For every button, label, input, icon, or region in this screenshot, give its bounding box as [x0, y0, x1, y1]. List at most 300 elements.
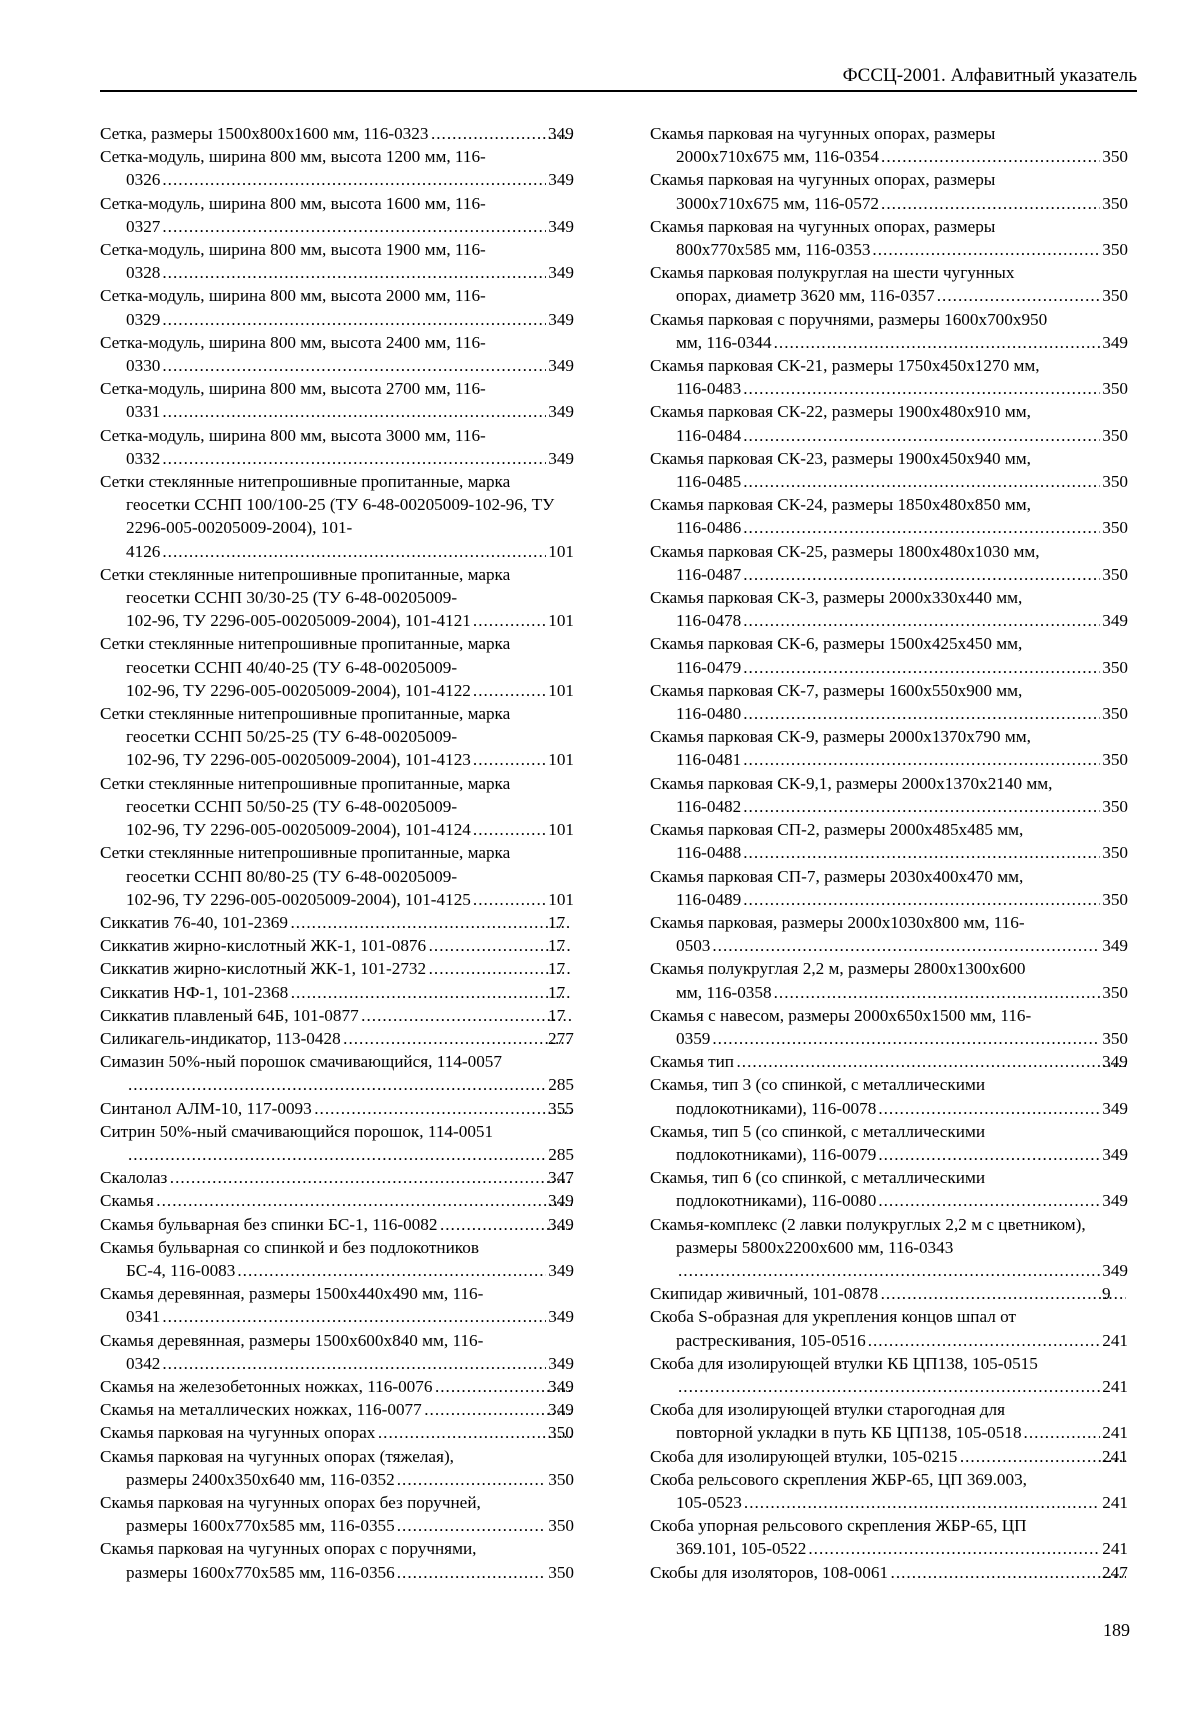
index-entry — [100, 1329, 574, 1375]
index-entry — [650, 1514, 1128, 1560]
dot-leader — [473, 748, 546, 771]
index-entry — [100, 1004, 574, 1027]
index-entry — [650, 818, 1128, 864]
index-entry — [650, 586, 1128, 632]
entry-leader-line — [676, 563, 1128, 586]
index-entry — [100, 470, 574, 563]
entry-text: Скамья парковая СК-25, размеры 1800x480x1030 мм, — [650, 541, 1040, 561]
entry-text-tail: 116-0484 — [676, 425, 742, 445]
dot-leader — [162, 308, 546, 331]
index-entry — [650, 261, 1128, 307]
entry-text: Сетка-модуль, ширина 800 мм, высота 2700 мм, 116- — [100, 379, 486, 399]
entry-text-tail: 0331 — [126, 402, 161, 422]
entry-leader-line — [676, 1143, 1128, 1166]
entry-page-number: 285 — [548, 1144, 574, 1164]
index-entry — [650, 957, 1128, 1003]
running-header — [100, 64, 1137, 92]
entry-text-tail: 0326 — [126, 170, 161, 190]
index-entry — [100, 1537, 574, 1583]
entry-page-number: 241 — [1102, 1492, 1128, 1512]
index-entry — [650, 168, 1128, 214]
entry-text-tail: Скамья на металлических ножках, 116-0077 — [100, 1400, 422, 1420]
entry-text-tail: размеры 1600x770x585 мм, 116-0356 — [126, 1562, 395, 1582]
dot-leader — [743, 748, 1100, 771]
dot-leader — [743, 795, 1100, 818]
entry-leader-line — [676, 192, 1128, 215]
entry-text-tail: 4126 — [126, 541, 161, 561]
entry-text-tail: 2000x710x675 мм, 116-0354 — [676, 147, 880, 167]
index-entry — [650, 122, 1128, 168]
index-entry — [100, 772, 574, 842]
dot-leader — [162, 400, 546, 423]
entry-leader-line — [676, 1027, 1128, 1050]
dot-leader — [743, 888, 1100, 911]
entry-leader-line — [676, 1259, 1128, 1282]
entry-text-tail: Скоба для изолирующей втулки, 105-0215 — [650, 1446, 958, 1466]
entry-text: Скамья, тип 6 (со спинкой, с металлическими — [650, 1168, 986, 1188]
entry-text: Скамья парковая СП-2, размеры 2000x485x485 мм, — [650, 820, 1024, 840]
dot-leader — [162, 540, 546, 563]
dot-leader — [743, 656, 1100, 679]
entry-text-tail: 116-0489 — [676, 889, 742, 909]
dot-leader — [712, 934, 1100, 957]
entry-page-number: 349 — [548, 309, 574, 329]
dot-leader — [156, 1189, 572, 1212]
entry-leader-line — [676, 888, 1128, 911]
entry-page-number: 350 — [1102, 472, 1128, 492]
index-entry — [650, 1561, 1128, 1584]
entry-page-number: 101 — [548, 889, 574, 909]
entry-leader-line — [676, 145, 1128, 168]
dot-leader — [473, 679, 546, 702]
entry-text: Скамья парковая СК-9, размеры 2000x1370x790 мм, — [650, 727, 1031, 747]
entry-leader-line: Силикагель-индикатор, 113-0428 ..... 277 — [126, 1027, 574, 1050]
dot-leader — [881, 145, 1100, 168]
entry-leader-line — [676, 702, 1128, 725]
entry-page-number: 349 — [548, 263, 574, 283]
index-entry — [650, 354, 1128, 400]
entry-leader-line: Сиккатив жирно-кислотный ЖК-1, 101-0876 ..... 17 — [126, 934, 574, 957]
entry-leader-line — [676, 748, 1128, 771]
entry-leader-line — [126, 168, 574, 191]
dot-leader — [743, 609, 1100, 632]
entry-page-number: 349 — [548, 216, 574, 236]
entry-page-number: 350 — [1102, 704, 1128, 724]
dot-leader — [937, 284, 1100, 307]
index-entry — [100, 563, 574, 633]
dot-leader — [890, 1561, 1126, 1584]
entry-leader-line: Скоба для изолирующей втулки, 105-0215 ..... 241 — [676, 1445, 1128, 1468]
entry-leader-line: Сиккатив плавленый 64Б, 101-0877 ..... 17 — [126, 1004, 574, 1027]
entry-text-tail: 105-0523 — [676, 1492, 742, 1512]
entry-page-number: 349 — [548, 1353, 574, 1373]
entry-text: Скамья бульварная со спинкой и без подлокотников — [100, 1237, 479, 1257]
index-entry — [100, 1120, 574, 1166]
dot-leader — [128, 1073, 546, 1096]
entry-text-tail: подлокотниками), 116-0079 — [676, 1144, 877, 1164]
dot-leader — [878, 1189, 1100, 1212]
entry-text: Скамья парковая СК-21, размеры 1750x450x1270 мм, — [650, 356, 1040, 376]
index-entry — [100, 911, 574, 934]
entry-text-tail: 102-96, ТУ 2296-005-00205009-2004), 101-4121 — [126, 611, 471, 631]
index-entry — [650, 1050, 1128, 1073]
dot-leader — [162, 1305, 546, 1328]
entry-text-tail: 116-0481 — [676, 750, 742, 770]
dot-leader — [237, 1259, 546, 1282]
entry-page-number: 349 — [1102, 1191, 1128, 1211]
entry-text-tail: мм, 116-0344 — [676, 332, 772, 352]
entry-page-number: 349 — [1102, 332, 1128, 352]
entry-text-tail: Сиккатив жирно-кислотный ЖК-1, 101-0876 — [100, 936, 427, 956]
entry-text-tail: 0332 — [126, 448, 161, 468]
dot-leader — [162, 1352, 546, 1375]
index-entry — [100, 377, 574, 423]
entry-text: Сетка-модуль, ширина 800 мм, высота 1200 мм, 116- — [100, 147, 486, 167]
dot-leader — [743, 563, 1100, 586]
entry-page-number: 101 — [548, 750, 574, 770]
entry-text: Скамья, тип 3 (со спинкой, с металлическими — [650, 1075, 986, 1095]
index-entry — [100, 1189, 574, 1212]
entry-text: Скоба для изолирующей втулки КБ ЦП138, 105-0515 — [650, 1353, 1038, 1373]
entry-text: Сетки стеклянные нитепрошивные пропитанные, марка геосетки ССНП 50/25-25 (ТУ 6-48-00205009- — [100, 704, 511, 747]
entry-page-number: 350 — [1102, 657, 1128, 677]
entry-leader-line: Скалолаз ..... 347 — [126, 1166, 574, 1189]
entry-leader-line — [676, 609, 1128, 632]
index-entry — [650, 1445, 1128, 1468]
entry-text: Скоба для изолирующей втулки старогодная для — [650, 1400, 1006, 1420]
dot-leader — [290, 911, 572, 934]
entry-text-tail: Сетка, размеры 1500x800x1600 мм, 116-0323 — [100, 124, 429, 143]
dot-leader — [377, 1421, 572, 1444]
dot-leader — [162, 447, 546, 470]
entry-leader-line: Скобы для изоляторов, 108-0061 ..... 247 — [676, 1561, 1128, 1584]
entry-page-number: 350 — [1102, 750, 1128, 770]
entry-leader-line — [676, 1189, 1128, 1212]
index-entry — [100, 1421, 574, 1444]
entry-text-tail: 0329 — [126, 309, 161, 329]
entry-leader-line — [126, 540, 574, 563]
entry-page-number: 241 — [1102, 1539, 1128, 1559]
entry-leader-line — [126, 215, 574, 238]
entry-page-number: 349 — [548, 170, 574, 190]
entry-text-tail: Скамья на железобетонных ножках, 116-0076 — [100, 1376, 433, 1396]
dot-leader — [473, 609, 546, 632]
index-entry — [100, 1282, 574, 1328]
entry-text: Скамья с навесом, размеры 2000x650x1500 мм, 116- — [650, 1005, 1032, 1025]
entry-text: Сетка-модуль, ширина 800 мм, высота 2400 мм, 116- — [100, 332, 486, 352]
entry-text-tail: Синтанол АЛМ-10, 117-0093 — [100, 1098, 312, 1118]
entry-leader-line: Скамья тип ..... 349 — [676, 1050, 1128, 1073]
dot-leader — [743, 377, 1100, 400]
index-entry — [650, 679, 1128, 725]
entry-leader-line — [126, 354, 574, 377]
index-entry — [100, 192, 574, 238]
entry-text-tail: размеры 1600x770x585 мм, 116-0355 — [126, 1516, 395, 1536]
entry-text: Сетка-модуль, ширина 800 мм, высота 3000 мм, 116- — [100, 425, 486, 445]
entry-text: Скамья парковая на чугунных опорах, размеры — [650, 170, 996, 190]
entry-page-number: 350 — [1102, 286, 1128, 306]
entry-text-tail: 116-0478 — [676, 611, 742, 631]
entry-text-tail: опорах, диаметр 3620 мм, 116-0357 — [676, 286, 935, 306]
index-entry — [650, 1305, 1128, 1351]
dot-leader — [774, 331, 1101, 354]
entry-text: Скамья парковая СК-3, размеры 2000x330x440 мм, — [650, 588, 1023, 608]
index-entry — [100, 1445, 574, 1491]
entry-leader-line — [126, 1073, 574, 1096]
entry-text: Скамья парковая на чугунных опорах, размеры — [650, 124, 996, 143]
dot-leader — [743, 424, 1100, 447]
entry-leader-line — [126, 1561, 574, 1584]
entry-leader-line — [126, 1259, 574, 1282]
entry-text: Скамья парковая СК-22, размеры 1900x480x910 мм, — [650, 402, 1031, 422]
index-entry — [650, 493, 1128, 539]
entry-text-tail: Скипидар живичный, 101-0878 — [650, 1284, 879, 1304]
index-entry — [650, 725, 1128, 771]
index-entry — [650, 1352, 1128, 1398]
index-entry — [100, 284, 574, 330]
index-entry — [650, 1282, 1128, 1305]
dot-leader — [878, 1097, 1100, 1120]
entry-text: Скамья парковая на чугунных опорах (тяжелая), — [100, 1446, 454, 1466]
index-entry — [100, 1050, 574, 1096]
entry-text: Сетка-модуль, ширина 800 мм, высота 2000 мм, 116- — [100, 286, 486, 306]
index-entry — [650, 447, 1128, 493]
entry-leader-line — [676, 238, 1128, 261]
entry-text-tail: 0328 — [126, 263, 161, 283]
index-entry — [100, 1375, 574, 1398]
index-entry — [100, 331, 574, 377]
entry-text-tail: Скамья тип — [650, 1052, 735, 1072]
entry-text-tail: Скамья бульварная без спинки БС-1, 116-0082 — [100, 1214, 438, 1234]
dot-leader — [872, 238, 1100, 261]
entry-page-number: 349 — [1102, 1260, 1128, 1280]
entry-page-number: 349 — [548, 448, 574, 468]
entry-text-tail: Скобы для изоляторов, 108-0061 — [650, 1562, 889, 1582]
entry-text: Скамья парковая на чугунных опорах без поручней, — [100, 1492, 481, 1512]
dot-leader — [880, 1282, 1126, 1305]
entry-page-number: 101 — [548, 820, 574, 840]
entry-text-tail: 0327 — [126, 216, 161, 236]
index-entry — [100, 424, 574, 470]
entry-text-tail: Сиккатив плавленый 64Б, 101-0877 — [100, 1005, 359, 1025]
dot-leader — [868, 1329, 1101, 1352]
entry-page-number: 241 — [1102, 1423, 1128, 1443]
entry-text-tail: 116-0485 — [676, 472, 742, 492]
entry-text: Сетки стеклянные нитепрошивные пропитанные, марка геосетки ССНП 50/50-25 (ТУ 6-48-00205009- — [100, 773, 511, 816]
entry-page-number: 350 — [1102, 193, 1128, 213]
entry-page-number: 241 — [1102, 1330, 1128, 1350]
entry-text: Скамья парковая СК-9,1, размеры 2000x1370x2140 мм, — [650, 773, 1053, 793]
dot-leader — [397, 1561, 546, 1584]
index-entry — [100, 1097, 574, 1120]
index-entry — [100, 841, 574, 911]
dot-leader — [162, 261, 546, 284]
entry-page-number: 350 — [1102, 240, 1128, 260]
entry-leader-line — [126, 1514, 574, 1537]
entry-leader-line — [676, 1329, 1128, 1352]
entry-leader-line — [126, 1352, 574, 1375]
entry-leader-line — [126, 818, 574, 841]
index-entry — [650, 400, 1128, 446]
page-number: 189 — [1103, 1620, 1130, 1640]
entry-text-tail: 116-0480 — [676, 704, 742, 724]
entry-text: Скамья парковая полукруглая на шести чугунных — [650, 263, 1015, 283]
entry-leader-line — [676, 1491, 1128, 1514]
entry-page-number: 101 — [548, 541, 574, 561]
entry-text-tail: 116-0482 — [676, 796, 742, 816]
entry-leader-line — [676, 656, 1128, 679]
entry-leader-line — [676, 377, 1128, 400]
entry-page-number: 350 — [1102, 564, 1128, 584]
dot-leader — [808, 1537, 1100, 1560]
entry-text: Скамья парковая СП-7, размеры 2030x400x470 мм, — [650, 866, 1024, 886]
entry-text: Скамья, тип 5 (со спинкой, с металлическими — [650, 1121, 986, 1141]
entry-text-tail: Скалолаз — [100, 1168, 168, 1188]
entry-text-tail: мм, 116-0358 — [676, 982, 772, 1002]
entry-page-number: 350 — [1102, 982, 1128, 1002]
entry-page-number: 350 — [1102, 147, 1128, 167]
entry-leader-line: Сиккатив жирно-кислотный ЖК-1, 101-2732 ..... 17 — [126, 957, 574, 980]
entry-text-tail: 116-0483 — [676, 379, 742, 399]
index-entry — [100, 145, 574, 191]
entry-text-tail: 0330 — [126, 356, 161, 376]
entry-text: Скамья парковая на чугунных опорах, размеры — [650, 216, 996, 236]
entry-text: Скамья деревянная, размеры 1500x600x840 мм, 116- — [100, 1330, 484, 1350]
entry-text-tail: БС-4, 116-0083 — [126, 1260, 236, 1280]
entry-text-tail: 116-0487 — [676, 564, 742, 584]
entry-leader-line — [676, 331, 1128, 354]
entry-leader-line — [676, 1097, 1128, 1120]
entry-text-tail: 0359 — [676, 1028, 711, 1048]
entry-text: Сетка-модуль, ширина 800 мм, высота 1600 мм, 116- — [100, 193, 486, 213]
entry-text: Сетки стеклянные нитепрошивные пропитанные, марка геосетки ССНП 80/80-25 (ТУ 6-48-00205009- — [100, 843, 511, 886]
entry-text-tail: 116-0486 — [676, 518, 742, 538]
dot-leader — [878, 1143, 1100, 1166]
entry-text: Скамья парковая на чугунных опорах с поручнями, — [100, 1539, 477, 1559]
entry-leader-line — [126, 400, 574, 423]
entry-text-tail: 3000x710x675 мм, 116-0572 — [676, 193, 880, 213]
entry-text: Сетки стеклянные нитепрошивные пропитанные, марка геосетки ССНП 100/100-25 (ТУ 6-48-00205009-102-96, ТУ 2296-005-00205009-2004), 101- — [100, 472, 555, 538]
index-column-right — [650, 122, 1128, 1584]
dot-leader — [314, 1097, 572, 1120]
index-entry — [650, 308, 1128, 354]
entry-text: Скоба упорная рельсового скрепления ЖБР-65, ЦП — [650, 1516, 1027, 1536]
index-entry — [650, 1398, 1128, 1444]
dot-leader — [162, 215, 546, 238]
entry-text: Скамья парковая СК-24, размеры 1850x480x850 мм, — [650, 495, 1031, 515]
dot-leader — [743, 702, 1100, 725]
entry-leader-line: Скамья парковая на чугунных опорах ..... 350 — [126, 1421, 574, 1444]
dot-leader — [959, 1445, 1126, 1468]
entry-leader-line — [126, 609, 574, 632]
dot-leader — [736, 1050, 1126, 1073]
entry-text: Скамья полукруглая 2,2 м, размеры 2800x1300x600 — [650, 959, 1026, 979]
entry-text-tail: 800x770x585 мм, 116-0353 — [676, 240, 871, 260]
entry-leader-line — [676, 424, 1128, 447]
dot-leader — [473, 888, 546, 911]
index-entry — [100, 1398, 574, 1421]
entry-text-tail: подлокотниками), 116-0080 — [676, 1191, 877, 1211]
entry-text-tail: Сиккатив НФ-1, 101-2368 — [100, 982, 289, 1002]
dot-leader — [290, 981, 572, 1004]
index-entry — [650, 540, 1128, 586]
entry-leader-line: Скамья ..... 349 — [126, 1189, 574, 1212]
dot-leader — [397, 1468, 546, 1491]
index-entry — [650, 1004, 1128, 1050]
index-entry — [100, 632, 574, 702]
entry-text-tail: Силикагель-индикатор, 113-0428 — [100, 1028, 341, 1048]
entry-leader-line: Скипидар живичный, 101-0878 ..... 9 — [676, 1282, 1128, 1305]
index-entry — [100, 957, 574, 980]
dot-leader — [743, 841, 1100, 864]
index-entry — [100, 702, 574, 772]
entry-leader-line — [126, 308, 574, 331]
entry-page-number: 349 — [548, 356, 574, 376]
entry-text-tail: 0503 — [676, 936, 711, 956]
entry-leader-line — [126, 447, 574, 470]
entry-leader-line — [126, 888, 574, 911]
entry-leader-line: Скамья на железобетонных ножках, 116-0076 ..... 349 — [126, 1375, 574, 1398]
entry-page-number: 350 — [1102, 425, 1128, 445]
dot-leader — [473, 818, 546, 841]
entry-text: Сетки стеклянные нитепрошивные пропитанные, марка геосетки ССНП 30/30-25 (ТУ 6-48-00205009- — [100, 564, 511, 608]
index-entry — [100, 122, 574, 145]
entry-text: Скамья парковая СК-7, размеры 1600x550x900 мм, — [650, 680, 1023, 700]
dot-leader — [397, 1514, 546, 1537]
dot-leader — [1024, 1421, 1101, 1444]
entry-page-number: 350 — [1102, 379, 1128, 399]
dot-leader — [678, 1259, 1100, 1282]
entry-text-tail: Сиккатив 76-40, 101-2369 — [100, 912, 288, 932]
entry-text-tail: 0342 — [126, 1353, 161, 1373]
entry-text-tail: растрескивания, 105-0516 — [676, 1330, 866, 1350]
index-entry — [650, 215, 1128, 261]
dot-leader — [162, 354, 546, 377]
entry-leader-line — [676, 981, 1128, 1004]
entry-text-tail: 102-96, ТУ 2296-005-00205009-2004), 101-4123 — [126, 750, 471, 770]
index-entry — [100, 981, 574, 1004]
entry-page-number: 349 — [548, 402, 574, 422]
index-entry — [650, 1120, 1128, 1166]
entry-page-number: 349 — [1102, 611, 1128, 631]
entry-leader-line — [676, 934, 1128, 957]
entry-text-tail: 116-0479 — [676, 657, 742, 677]
entry-page-number: 349 — [548, 1260, 574, 1280]
entry-text: Скоба S-образная для укрепления концов шпал от — [650, 1307, 1016, 1327]
entry-text-tail: 369.101, 105-0522 — [676, 1539, 807, 1559]
dot-leader — [743, 516, 1100, 539]
entry-leader-line — [126, 1305, 574, 1328]
entry-page-number: 350 — [1102, 889, 1128, 909]
dot-leader — [774, 981, 1101, 1004]
entry-leader-line: Сетка, размеры 1500x800x1600 мм, 116-0323 ..... 349 — [126, 122, 574, 145]
entry-page-number: 101 — [548, 611, 574, 631]
entry-leader-line — [676, 284, 1128, 307]
index-entry — [650, 772, 1128, 818]
dot-leader — [678, 1375, 1100, 1398]
entry-page-number: 350 — [548, 1516, 574, 1536]
entry-text: Сетка-модуль, ширина 800 мм, высота 1900 мм, 116- — [100, 240, 486, 260]
index-entry — [650, 1073, 1128, 1119]
index-entry — [650, 911, 1128, 957]
entry-text-tail: 116-0488 — [676, 843, 742, 863]
index-entry — [650, 1166, 1128, 1212]
dot-leader — [743, 470, 1100, 493]
entry-leader-line — [676, 841, 1128, 864]
entry-text: Скоба рельсового скрепления ЖБР-65, ЦП 369.003, — [650, 1469, 1027, 1489]
index-entry — [100, 934, 574, 957]
entry-text: Скамья парковая СК-6, размеры 1500x425x450 мм, — [650, 634, 1023, 654]
